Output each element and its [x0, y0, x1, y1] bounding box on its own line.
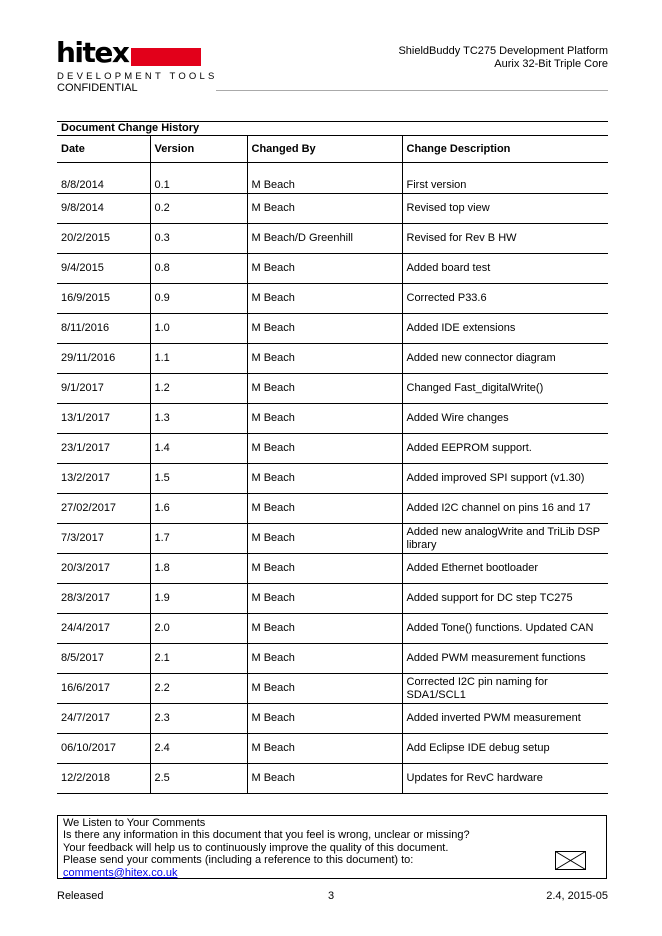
table-row	[57, 584, 608, 614]
cell-date: 9/4/2015	[57, 254, 150, 284]
cell-description: Added support for DC step TC275	[402, 584, 608, 614]
cell-changed-by: M Beach	[247, 163, 402, 194]
cell-date: 8/11/2016	[57, 314, 150, 344]
table-row	[57, 194, 608, 224]
cell-changed-by: M Beach	[247, 404, 402, 434]
header-title: ShieldBuddy TC275 Development Platform	[398, 45, 608, 57]
cell-description: Added Ethernet bootloader	[402, 554, 608, 584]
column-header-version: Version	[150, 136, 247, 163]
table-header-row	[57, 136, 608, 163]
cell-changed-by: M Beach	[247, 734, 402, 764]
cell-description: Added improved SPI support (v1.30)	[402, 464, 608, 494]
cell-version: 2.3	[150, 704, 247, 734]
table-row	[57, 674, 608, 704]
cell-description: First version	[402, 163, 608, 194]
table-row	[57, 284, 608, 314]
table-row	[57, 224, 608, 254]
logo-wordmark: hitex	[56, 36, 129, 69]
cell-description: Changed Fast_digitalWrite()	[402, 374, 608, 404]
cell-version: 1.5	[150, 464, 247, 494]
cell-version: 2.5	[150, 764, 247, 794]
table-row	[57, 644, 608, 674]
cell-description: Added I2C channel on pins 16 and 17	[402, 494, 608, 524]
cell-description: Added IDE extensions	[402, 314, 608, 344]
cell-date: 23/1/2017	[57, 434, 150, 464]
cell-description: Revised top view	[402, 194, 608, 224]
cell-version: 1.7	[150, 524, 247, 554]
table-row	[57, 614, 608, 644]
cell-date: 8/8/2014	[57, 163, 150, 194]
cell-date: 9/1/2017	[57, 374, 150, 404]
cell-changed-by: M Beach	[247, 434, 402, 464]
cell-version: 1.9	[150, 584, 247, 614]
table-row	[57, 434, 608, 464]
cell-changed-by: M Beach	[247, 584, 402, 614]
footer-version-date: 2.4, 2015-05	[546, 890, 608, 902]
cell-version: 1.1	[150, 344, 247, 374]
feedback-line-2: Your feedback will help us to continuously improve the quality of this document.	[63, 841, 449, 854]
confidential-label: CONFIDENTIAL	[57, 82, 138, 94]
feedback-email-link[interactable]: comments@hitex.co.uk	[63, 866, 178, 879]
cell-date: 13/1/2017	[57, 404, 150, 434]
cell-date: 7/3/2017	[57, 524, 150, 554]
table-row	[57, 374, 608, 404]
cell-description: Added inverted PWM measurement	[402, 704, 608, 734]
cell-version: 1.2	[150, 374, 247, 404]
cell-date: 20/3/2017	[57, 554, 150, 584]
table-row	[57, 554, 608, 584]
cell-description: Added EEPROM support.	[402, 434, 608, 464]
cell-date: 13/2/2017	[57, 464, 150, 494]
cell-changed-by: M Beach	[247, 524, 402, 554]
cell-date: 9/8/2014	[57, 194, 150, 224]
cell-version: 2.2	[150, 674, 247, 704]
cell-version: 0.3	[150, 224, 247, 254]
cell-version: 2.1	[150, 644, 247, 674]
cell-changed-by: M Beach/D Greenhill	[247, 224, 402, 254]
logo-red-bar	[131, 48, 201, 66]
cell-description: Added Tone() functions. Updated CAN	[402, 614, 608, 644]
header-divider	[216, 90, 608, 91]
cell-changed-by: M Beach	[247, 704, 402, 734]
cell-description: Corrected P33.6	[402, 284, 608, 314]
footer-page-number: 3	[327, 890, 335, 902]
cell-description: Added new connector diagram	[402, 344, 608, 374]
cell-version: 1.0	[150, 314, 247, 344]
table-row	[57, 464, 608, 494]
cell-changed-by: M Beach	[247, 494, 402, 524]
cell-version: 0.8	[150, 254, 247, 284]
cell-version: 0.2	[150, 194, 247, 224]
table-row	[57, 163, 608, 194]
cell-date: 16/6/2017	[57, 674, 150, 704]
header-subtitle: Aurix 32-Bit Triple Core	[494, 58, 608, 70]
cell-description: Added Wire changes	[402, 404, 608, 434]
cell-version: 0.9	[150, 284, 247, 314]
cell-version: 1.4	[150, 434, 247, 464]
cell-date: 8/5/2017	[57, 644, 150, 674]
cell-version: 1.3	[150, 404, 247, 434]
cell-description: Corrected I2C pin naming for SDA1/SCL1	[402, 674, 608, 704]
cell-version: 1.6	[150, 494, 247, 524]
cell-changed-by: M Beach	[247, 254, 402, 284]
table-row	[57, 704, 608, 734]
cell-version: 0.1	[150, 163, 247, 194]
cell-description: Added board test	[402, 254, 608, 284]
cell-changed-by: M Beach	[247, 194, 402, 224]
cell-description: Added new analogWrite and TriLib DSP library	[402, 524, 608, 554]
cell-date: 29/11/2016	[57, 344, 150, 374]
cell-changed-by: M Beach	[247, 644, 402, 674]
feedback-line-3: Please send your comments (including a reference to this document) to:	[63, 854, 414, 867]
column-header-description: Change Description	[402, 136, 608, 163]
table-row	[57, 494, 608, 524]
cell-version: 2.4	[150, 734, 247, 764]
cell-date: 20/2/2015	[57, 224, 150, 254]
cell-date: 27/02/2017	[57, 494, 150, 524]
footer-status: Released	[57, 890, 104, 902]
table-caption: Document Change History	[57, 122, 608, 136]
logo-subtitle: DEVELOPMENT TOOLS	[57, 71, 218, 82]
cell-changed-by: M Beach	[247, 374, 402, 404]
table-row	[57, 524, 608, 554]
table-row	[57, 764, 608, 794]
cell-date: 06/10/2017	[57, 734, 150, 764]
cell-version: 1.8	[150, 554, 247, 584]
table-row	[57, 404, 608, 434]
cell-description: Updates for RevC hardware	[402, 764, 608, 794]
cell-date: 24/7/2017	[57, 704, 150, 734]
cell-version: 2.0	[150, 614, 247, 644]
table-row	[57, 734, 608, 764]
cell-changed-by: M Beach	[247, 554, 402, 584]
cell-description: Add Eclipse IDE debug setup	[402, 734, 608, 764]
cell-description: Added PWM measurement functions	[402, 644, 608, 674]
cell-changed-by: M Beach	[247, 314, 402, 344]
table-caption-row	[57, 122, 608, 136]
envelope-icon[interactable]	[555, 851, 586, 870]
cell-description: Revised for Rev B HW	[402, 224, 608, 254]
cell-changed-by: M Beach	[247, 464, 402, 494]
feedback-box	[57, 815, 607, 879]
cell-date: 24/4/2017	[57, 614, 150, 644]
table-row	[57, 314, 608, 344]
cell-date: 16/9/2015	[57, 284, 150, 314]
cell-changed-by: M Beach	[247, 614, 402, 644]
column-header-changed-by: Changed By	[247, 136, 402, 163]
feedback-line-1: Is there any information in this document that you feel is wrong, unclear or missing?	[63, 829, 470, 842]
cell-changed-by: M Beach	[247, 344, 402, 374]
cell-changed-by: M Beach	[247, 764, 402, 794]
cell-changed-by: M Beach	[247, 284, 402, 314]
cell-date: 28/3/2017	[57, 584, 150, 614]
cell-changed-by: M Beach	[247, 674, 402, 704]
feedback-title: We Listen to Your Comments	[63, 817, 206, 829]
column-header-date: Date	[57, 136, 150, 163]
table-row	[57, 344, 608, 374]
change-history-table	[57, 121, 608, 794]
table-row	[57, 254, 608, 284]
cell-date: 12/2/2018	[57, 764, 150, 794]
